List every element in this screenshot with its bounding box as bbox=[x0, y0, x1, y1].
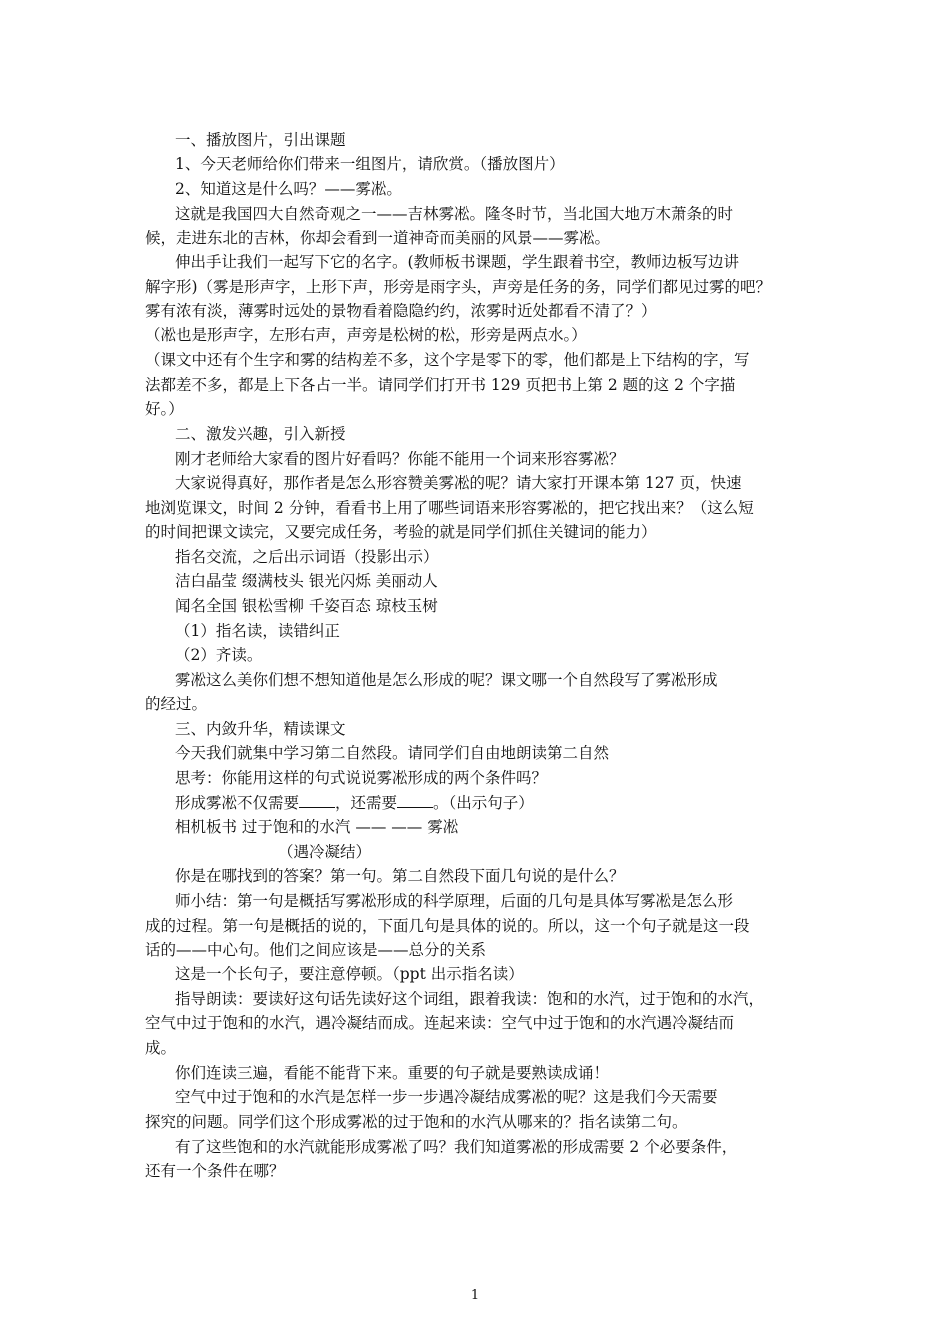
paragraph-line: 的时间把课文读完，又要完成任务，考验的就是同学们抓住关键词的能力） bbox=[145, 523, 657, 541]
paragraph-line: 候，走进东北的吉林，你却会看到一道神奇而美丽的风景——雾凇。 bbox=[145, 229, 611, 247]
word-list-line: 洁白晶莹 缀满枝头 银光闪烁 美丽动人 bbox=[175, 572, 438, 590]
paragraph-line: 你们连读三遍，看能不能背下来。重要的句子就是要熟读成诵！ bbox=[175, 1064, 610, 1082]
paragraph-line: 地浏览课文，时间 2 分钟，看看书上用了哪些词语来形容雾凇的，把它找出来？（这么短 bbox=[145, 499, 754, 517]
paragraph-line: 刚才老师给大家看的图片好看吗？你能不能用一个词来形容雾凇？ bbox=[175, 450, 625, 468]
paragraph-line: （2）齐读。 bbox=[175, 646, 263, 664]
paragraph-line: 解字形)（雾是形声字，上形下声，形旁是雨字头，声旁是任务的务，同学们都见过雾的吧？ bbox=[145, 278, 772, 296]
heading-3: 三、内敛升华，精读课文 bbox=[175, 720, 346, 738]
blank-line bbox=[299, 791, 335, 808]
paragraph-line: （凇也是形声字，左形右声，声旁是松树的松，形旁是两点水。） bbox=[145, 326, 587, 344]
paragraph-line: 伸出手让我们一起写下它的名字。(教师板书课题，学生跟着书空，教师边板写边讲 bbox=[175, 253, 740, 271]
paragraph-line: 还有一个条件在哪？ bbox=[145, 1162, 285, 1180]
paragraph-line: 雾有浓有淡，薄雾时远处的景物看着隐隐约约，浓雾时近处都看不清了？） bbox=[145, 302, 657, 320]
sentence-part: 形成雾凇不仅需要 bbox=[175, 794, 300, 812]
sentence-part: ，还需要 bbox=[335, 794, 398, 812]
paragraph-line: 法都差不多，都是上下各占一半。请同学们打开书 129 页把书上第 2 题的这 2 个字描 bbox=[145, 376, 736, 394]
paragraph-line: （课文中还有个生字和雾的结构差不多，这个字是零下的零，他们都是上下结构的字，写 bbox=[145, 351, 750, 369]
paragraph-line: 空气中过于饱和的水汽，遇冷凝结而成。连起来读：空气中过于饱和的水汽遇冷凝结而 bbox=[145, 1014, 735, 1032]
paragraph-line: 思考：你能用这样的句式说说雾凇形成的两个条件吗？ bbox=[175, 769, 548, 787]
word-list-line: 闻名全国 银松雪柳 千姿百态 琼枝玉树 bbox=[175, 597, 438, 615]
paragraph-line: 大家说得真好，那作者是怎么形容赞美雾凇的呢？请大家打开课本第 127 页，快速 bbox=[175, 474, 742, 492]
paragraph-line: 空气中过于饱和的水汽是怎样一步一步遇冷凝结成雾凇的呢？这是我们今天需要 bbox=[175, 1088, 718, 1106]
paragraph-line: 成的过程。第一句是概括的说的，下面几句是具体的说的。所以，这一个句子就是这一段 bbox=[145, 917, 750, 935]
fill-in-sentence bbox=[175, 791, 534, 815]
paragraph-line: 师小结：第一句是概括写雾凇形成的科学原理，后面的几句是具体写雾凇是怎么形 bbox=[175, 892, 734, 910]
board-writing-line: 相机板书 过于饱和的水汽 —— —— 雾凇 bbox=[175, 818, 459, 836]
paragraph-line: 1、今天老师给你们带来一组图片，请欣赏。（播放图片） bbox=[175, 155, 565, 173]
paragraph-line: （1）指名读，读错纠正 bbox=[175, 622, 340, 640]
paragraph-line: 2、知道这是什么吗？——雾凇。 bbox=[175, 180, 402, 198]
page-number: 1 bbox=[470, 1288, 480, 1303]
board-writing-note: （遇冷凝结） bbox=[278, 843, 372, 861]
sentence-part: 。（出示句子） bbox=[433, 794, 534, 812]
paragraph-line: 成。 bbox=[145, 1039, 177, 1057]
paragraph-line: 的经过。 bbox=[145, 695, 208, 713]
paragraph-line: 指名交流，之后出示词语（投影出示） bbox=[175, 548, 439, 566]
paragraph-line: 你是在哪找到的答案？第一句。第二自然段下面几句说的是什么？ bbox=[175, 867, 625, 885]
paragraph-line: 雾凇这么美你们想不想知道他是怎么形成的呢？课文哪一个自然段写了雾凇形成 bbox=[175, 671, 718, 689]
paragraph-line: 话的——中心句。他们之间应该是——总分的关系 bbox=[145, 941, 487, 959]
paragraph-line: 指导朗读：要读好这句话先读好这个词组，跟着我读：饱和的水汽，过于饱和的水汽， bbox=[175, 990, 765, 1008]
heading-2: 二、激发兴趣，引入新授 bbox=[175, 425, 346, 443]
paragraph-line: 有了这些饱和的水汽就能形成雾凇了吗？我们知道雾凇的形成需要 2 个必要条件， bbox=[175, 1138, 738, 1156]
paragraph-line: 今天我们就集中学习第二自然段。请同学们自由地朗读第二自然 bbox=[175, 744, 610, 762]
paragraph-line: 好。） bbox=[145, 400, 184, 418]
blank-line bbox=[397, 791, 433, 808]
paragraph-line: 这是一个长句子，要注意停顿。（ppt 出示指名读） bbox=[175, 965, 524, 983]
paragraph-line: 探究的问题。同学们这个形成雾凇的过于饱和的水汽从哪来的？指名读第二句。 bbox=[145, 1113, 688, 1131]
heading-1: 一、播放图片，引出课题 bbox=[175, 131, 346, 149]
paragraph-line: 这就是我国四大自然奇观之一——吉林雾凇。隆冬时节，当北国大地万木萧条的时 bbox=[175, 205, 734, 223]
